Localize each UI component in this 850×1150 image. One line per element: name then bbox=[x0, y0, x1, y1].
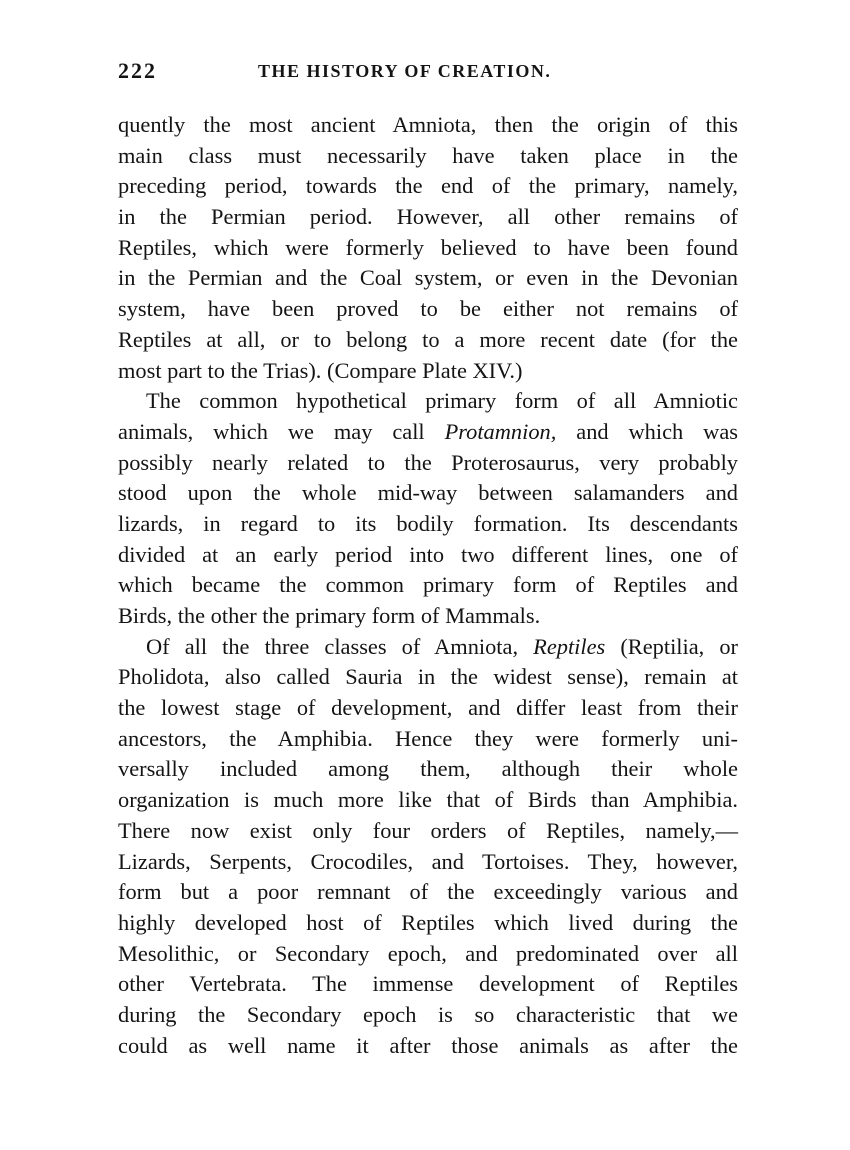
italic-term: Protamnion, bbox=[444, 418, 557, 444]
text-line: which became the common primary form of Reptiles and bbox=[118, 572, 738, 598]
text-line: possibly nearly related to the Proterosaurus, very probably bbox=[118, 449, 738, 475]
text-line: the lowest stage of development, and differ least from their bbox=[118, 695, 738, 721]
text-line: stood upon the whole mid-way between salamanders and bbox=[118, 480, 738, 506]
text-line: most part to the Trias). (Compare Plate XIV.) bbox=[118, 357, 523, 383]
text-segment: and which was bbox=[556, 418, 738, 444]
text-line: Pholidota, also called Sauria in the widest sense), remain at bbox=[118, 664, 738, 690]
text-line: in the Permian and the Coal system, or even in the Devonian bbox=[118, 265, 738, 291]
text-line: divided at an early period into two different lines, one of bbox=[118, 541, 738, 567]
text-line: main class must necessarily have taken place in the bbox=[118, 142, 738, 168]
text-line: other Vertebrata. The immense development of Reptiles bbox=[118, 971, 738, 997]
text-line: Reptiles, which were formerly believed to have been found bbox=[118, 234, 738, 260]
text-line: organization is much more like that of Birds than Amphibia. bbox=[118, 787, 738, 813]
text-line: There now exist only four orders of Reptiles, namely,— bbox=[118, 817, 738, 843]
text-line: quently the most ancient Amniota, then the origin of this bbox=[118, 112, 738, 137]
page-number: 222 bbox=[118, 58, 157, 83]
text-line: in the Permian period. However, all other remains of bbox=[118, 204, 738, 230]
text-line: form but a poor remnant of the exceedingly various and bbox=[118, 879, 738, 905]
text-line: versally included among them, although their whole bbox=[118, 756, 738, 782]
text-line bbox=[118, 417, 738, 448]
body-text bbox=[118, 110, 738, 1061]
text-line: Reptiles at all, or to belong to a more recent date (for the bbox=[118, 326, 738, 352]
text-line: Lizards, Serpents, Crocodiles, and Tortoises. They, however, bbox=[118, 848, 738, 874]
text-line: highly developed host of Reptiles which lived during the bbox=[118, 909, 738, 935]
text-line: during the Secondary epoch is so characteristic that we bbox=[118, 1001, 738, 1027]
text-line: lizards, in regard to its bodily formation. Its descendants bbox=[118, 510, 738, 536]
text-line: Birds, the other the primary form of Mammals. bbox=[118, 603, 541, 628]
text-line: could as well name it after those animals as after the bbox=[118, 1032, 738, 1058]
text-line: preceding period, towards the end of the primary, namely, bbox=[118, 173, 738, 199]
book-page bbox=[118, 58, 738, 1061]
text-segment: Of all the three classes of Amniota, bbox=[146, 633, 534, 659]
text-line: Mesolithic, or Secondary epoch, and predominated over all bbox=[118, 940, 738, 966]
text-line bbox=[118, 632, 738, 663]
text-segment: animals, which we may call bbox=[118, 418, 445, 444]
text-line: system, have been proved to be either not remains of bbox=[118, 296, 738, 322]
text-segment: (Reptilia, or bbox=[605, 633, 738, 659]
running-head: THE HISTORY OF CREATION. bbox=[258, 61, 552, 81]
text-line: The common hypothetical primary form of all Amniotic bbox=[146, 388, 738, 414]
page-header bbox=[118, 58, 738, 92]
text-line: ancestors, the Amphibia. Hence they were formerly uni- bbox=[118, 725, 738, 751]
italic-term: Reptiles bbox=[533, 633, 606, 659]
